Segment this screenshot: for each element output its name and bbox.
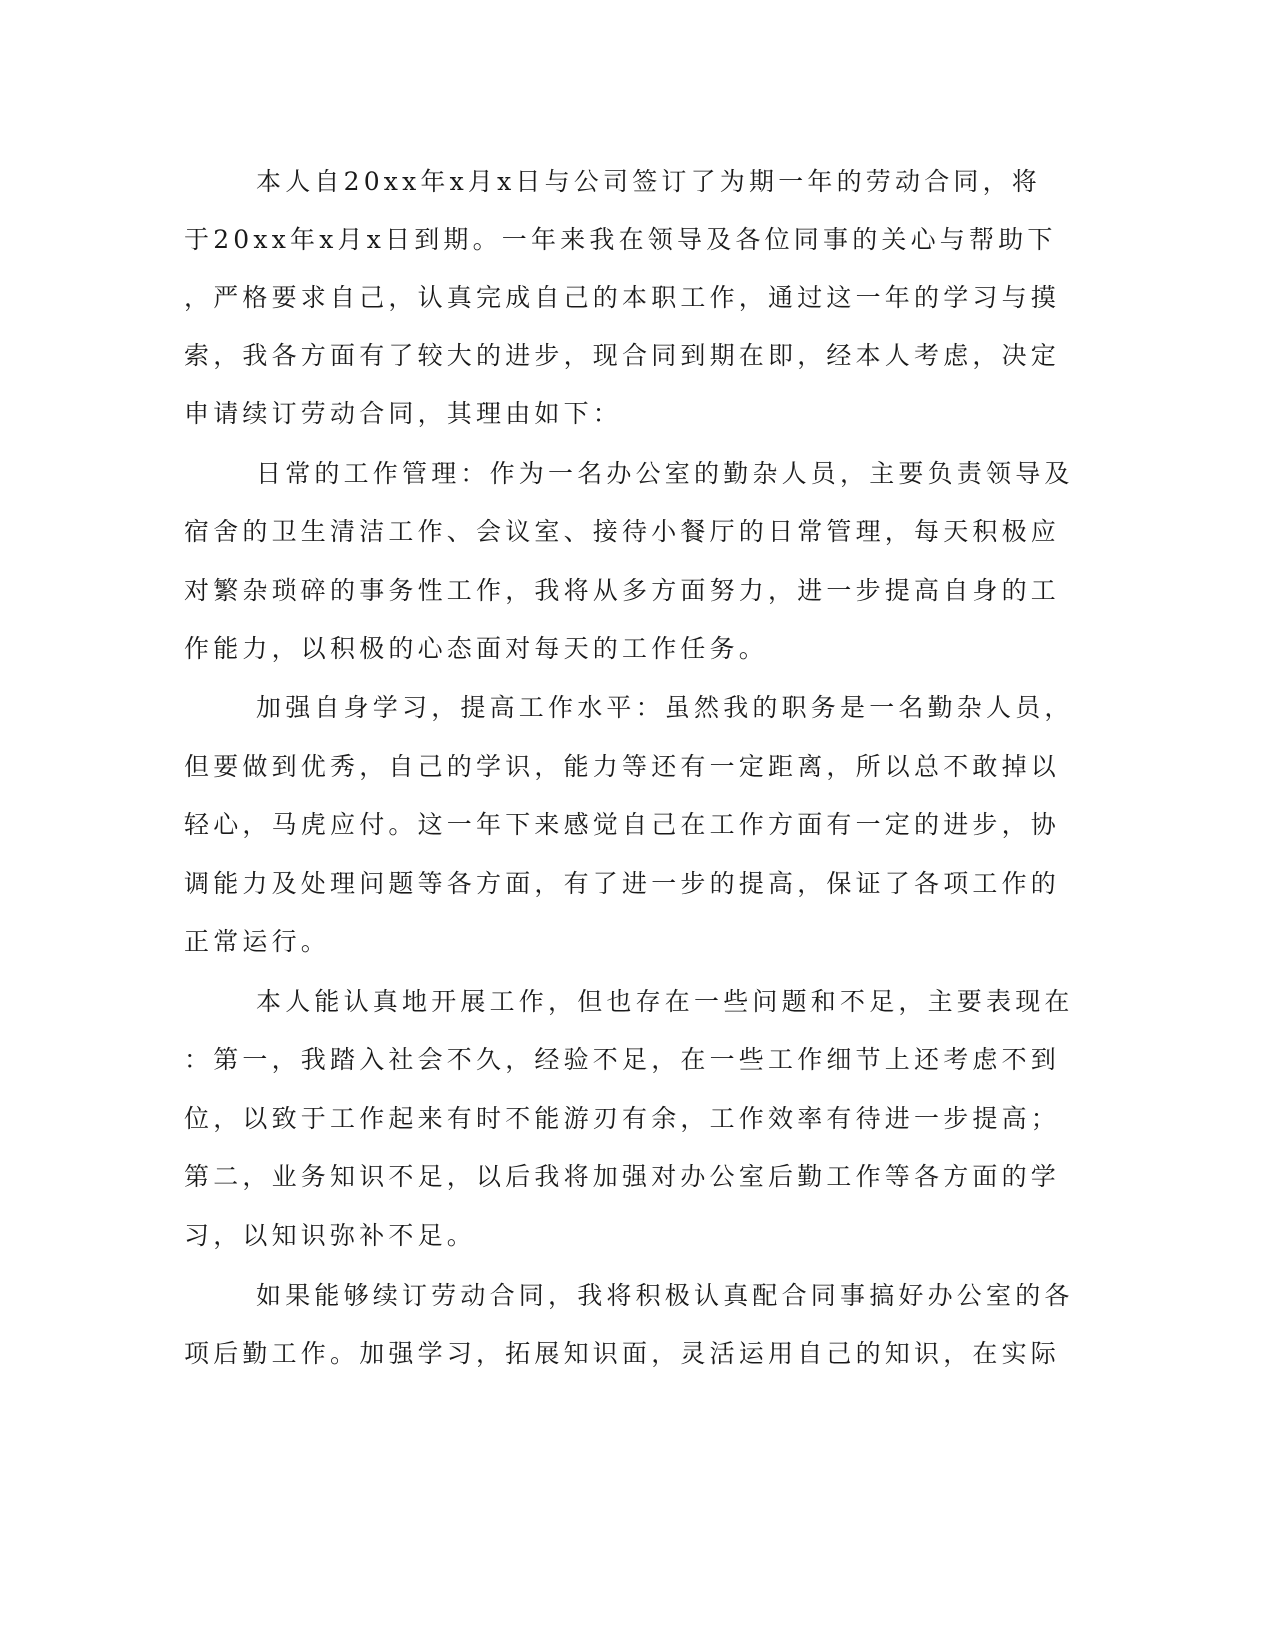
paragraph-5-line-1: 如果能够续订劳动合同，我将积极认真配合同事搞好办公室的各 [256,1281,1074,1310]
paragraph-5-line-2: 项后勤工作。加强学习，拓展知识面，灵活运用自己的知识，在实际 [184,1339,1061,1368]
paragraph-1-line-4: 索，我各方面有了较大的进步，现合同到期在即，经本人考虑，决定 [184,341,1061,370]
paragraph-3-line-3: 轻心，马虎应付。这一年下来感觉自己在工作方面有一定的进步，协 [184,810,1061,839]
paragraph-3-line-4: 调能力及处理问题等各方面，有了进一步的提高，保证了各项工作的 [184,869,1061,898]
paragraph-1-line-2: 于20xx年x月x日到期。一年来我在领导及各位同事的关心与帮助下 [184,225,1057,254]
paragraph-1-line-1: 本人自20xx年x月x日与公司签订了为期一年的劳动合同，将 [256,167,1042,196]
paragraph-1-line-3: ，严格要求自己，认真完成自己的本职工作，通过这一年的学习与摸 [184,283,1061,312]
paragraph-2-line-2: 宿舍的卫生清洁工作、会议室、接待小餐厅的日常管理，每天积极应 [184,517,1061,546]
paragraph-3-line-5: 正常运行。 [184,927,331,956]
paragraph-4-line-5: 习，以知识弥补不足。 [184,1221,477,1250]
paragraph-3-line-2: 但要做到优秀，自己的学识，能力等还有一定距离，所以总不敢掉以 [184,752,1061,781]
paragraph-2-line-1: 日常的工作管理：作为一名办公室的勤杂人员，主要负责领导及 [256,459,1074,488]
paragraph-4-line-4: 第二，业务知识不足，以后我将加强对办公室后勤工作等各方面的学 [184,1162,1061,1191]
paragraph-1-line-5: 申请续订劳动合同，其理由如下： [184,399,623,428]
paragraph-3-line-1: 加强自身学习，提高工作水平：虽然我的职务是一名勤杂人员， [256,693,1074,722]
paragraph-2-line-4: 作能力，以积极的心态面对每天的工作任务。 [184,634,769,663]
paragraph-2-line-3: 对繁杂琐碎的事务性工作，我将从多方面努力，进一步提高自身的工 [184,576,1061,605]
paragraph-4-line-1: 本人能认真地开展工作，但也存在一些问题和不足，主要表现在 [256,987,1074,1016]
paragraph-4-line-3: 位，以致于工作起来有时不能游刃有余，工作效率有待进一步提高； [184,1104,1061,1133]
paragraph-4-line-2: ：第一，我踏入社会不久，经验不足，在一些工作细节上还考虑不到 [184,1045,1061,1074]
